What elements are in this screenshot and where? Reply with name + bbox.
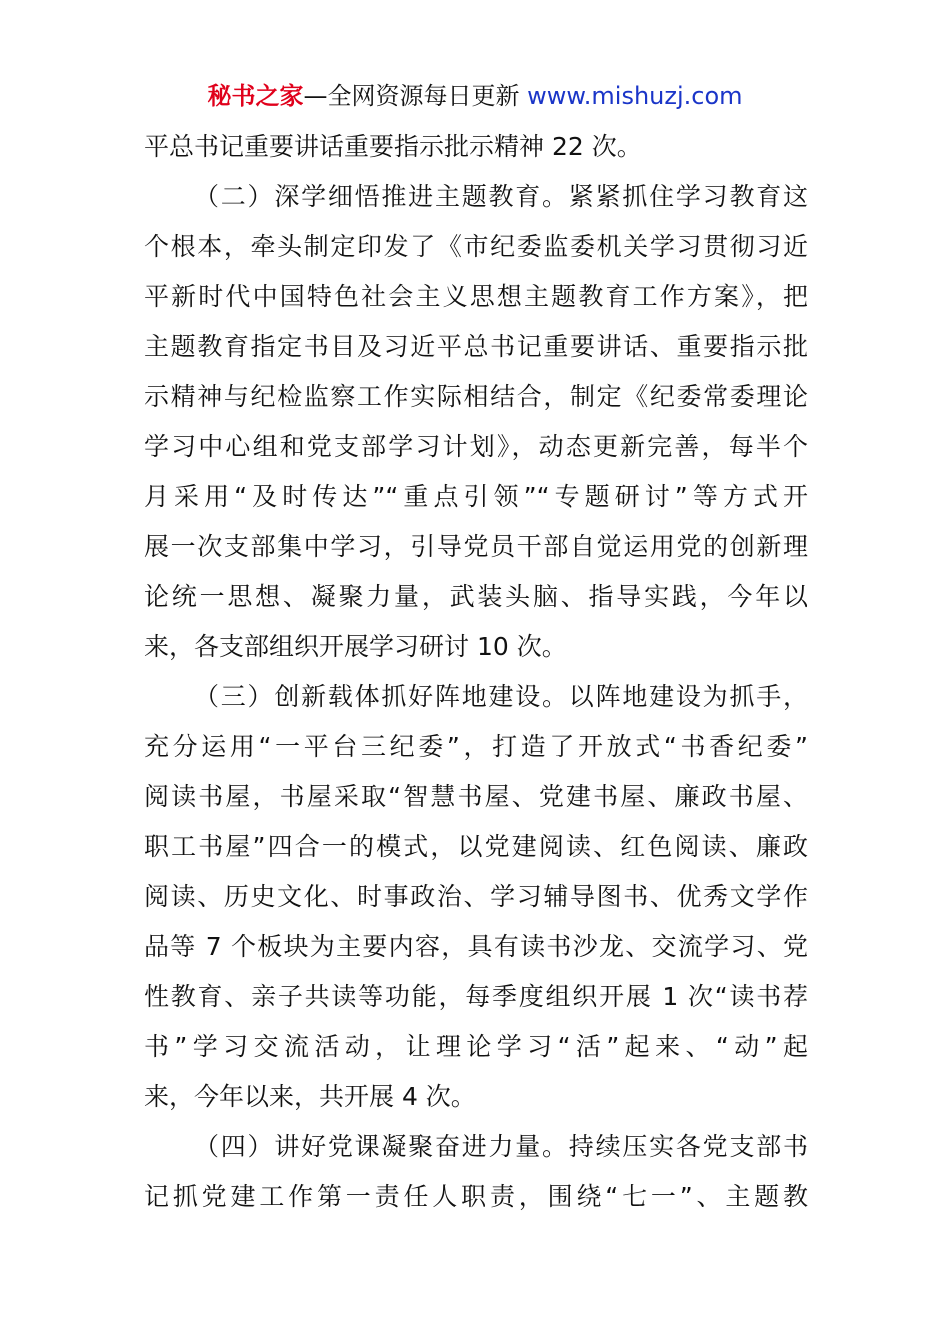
site-url[interactable]: www.mishuzj.com [527,82,743,110]
text-line: 论统一思想、凝聚力量，武装头脑、指导实践，今年以 [144,582,808,611]
header-tagline: —全网资源每日更新 [303,82,528,110]
brand-name: 秘书之家 [207,82,304,110]
text-line: 平新时代中国特色社会主义思想主题教育工作方案》，把 [144,282,808,311]
paragraph-heading-4: （四）讲好党课凝聚奋进力量。持续压实各党支部书 [194,1132,808,1161]
text-line: 主题教育指定书目及习近平总书记重要讲话、重要指示批 [144,332,808,361]
text-line: 品等 7 个板块为主要内容，具有读书沙龙、交流学习、党 [144,932,808,961]
text-line: 阅读书屋，书屋采取“智慧书屋、党建书屋、廉政书屋、 [144,782,808,811]
paragraph-heading-2: （二）深学细悟推进主题教育。紧紧抓住学习教育这 [194,182,808,211]
text-line: 性教育、亲子共读等功能，每季度组织开展 1 次“读书荐 [144,982,808,1011]
document-body [144,122,808,1222]
text-line: 来，今年以来，共开展 4 次。 [144,1082,476,1111]
paragraph-heading-3: （三）创新载体抓好阵地建设。以阵地建设为抓手， [194,682,808,711]
text-line: 学习中心组和党支部学习计划》，动态更新完善，每半个 [144,432,808,461]
text-line: 充分运用“一平台三纪委”，打造了开放式“书香纪委” [144,732,808,761]
text-line: 平总书记重要讲话重要指示批示精神 22 次。 [144,132,642,161]
text-line: 展一次支部集中学习，引导党员干部自觉运用党的创新理 [144,532,808,561]
text-line: 来，各支部组织开展学习研讨 10 次。 [144,632,567,661]
page-header [0,78,950,114]
text-line: 职工书屋”四合一的模式，以党建阅读、红色阅读、廉政 [144,832,808,861]
text-line: 示精神与纪检监察工作实际相结合，制定《纪委常委理论 [144,382,808,411]
text-line: 阅读、历史文化、时事政治、学习辅导图书、优秀文学作 [144,882,808,911]
text-line: 月采用“及时传达”“重点引领”“专题研讨”等方式开 [144,482,808,511]
text-line: 记抓党建工作第一责任人职责，围绕“七一”、主题教 [144,1182,808,1211]
text-line: 书”学习交流活动，让理论学习“活”起来、“动”起 [144,1032,808,1061]
text-line: 个根本，牵头制定印发了《市纪委监委机关学习贯彻习近 [144,232,808,261]
